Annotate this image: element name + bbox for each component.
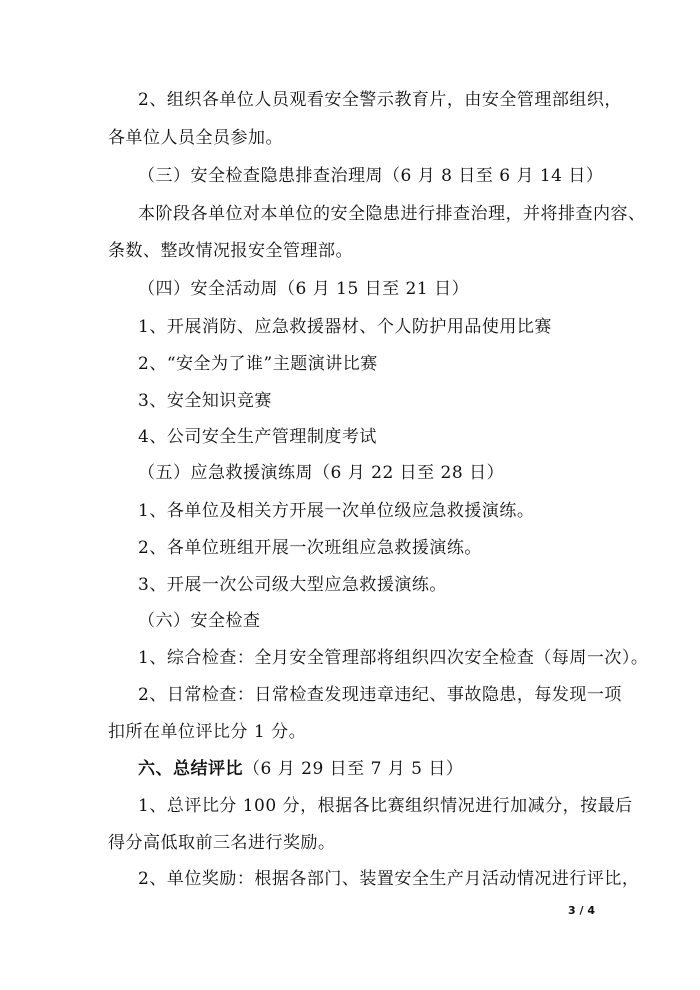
paragraph-line: 1、综合检查：全月安全管理部将组织四次安全检查（每周一次）。: [138, 648, 649, 668]
section-heading: （六）安全检查: [138, 611, 261, 631]
list-item: 2、各单位班组开展一次班组应急救援演练。: [138, 538, 482, 558]
paragraph-line: 本阶段各单位对本单位的安全隐患进行排查治理，并将排查内容、: [138, 204, 646, 224]
list-item: 3、开展一次公司级大型应急救援演练。: [138, 575, 447, 595]
list-item: 1、各单位及相关方开展一次单位级应急救援演练。: [138, 501, 535, 521]
paragraph-line: 扣所在单位评比分 1 分。: [108, 722, 307, 742]
paragraph-line: 1、总评比分 100 分，根据各比赛组织情况进行加减分，按最后: [138, 796, 633, 816]
chapter-heading-title: 六、总结评比: [138, 759, 243, 779]
list-item: 3、安全知识竞赛: [138, 391, 272, 411]
section-heading: （四）安全活动周（6 月 15 日至 21 日）: [138, 279, 470, 299]
paragraph-line: 得分高低取前三名进行奖励。: [108, 833, 336, 853]
paragraph-line: 2、组织各单位人员观看安全警示教育片，由安全管理部组织，: [138, 90, 622, 110]
paragraph-line: 2、单位奖励：根据各部门、装置安全生产月活动情况进行评比，: [138, 869, 640, 889]
list-item: 2、“安全为了谁”主题演讲比赛: [138, 354, 378, 374]
paragraph-line: 条数、整改情况报安全管理部。: [108, 241, 353, 261]
page-number: 3 / 4: [568, 904, 595, 917]
chapter-heading: [138, 757, 463, 781]
paragraph-line: 2、日常检查：日常检查发现违章违纪、事故隐患，每发现一项: [138, 685, 622, 705]
chapter-heading-dates: （6 月 29 日至 7 月 5 日）: [243, 759, 464, 779]
paragraph-line: 各单位人员全员参加。: [108, 128, 283, 148]
section-heading: （五）应急救援演练周（6 月 22 日至 28 日）: [138, 463, 505, 483]
list-item: 1、开展消防、应急救援器材、个人防护用品使用比赛: [138, 317, 552, 337]
section-heading: （三）安全检查隐患排查治理周（6 月 8 日至 6 月 14 日）: [138, 166, 604, 186]
list-item: 4、公司安全生产管理制度考试: [138, 427, 377, 447]
